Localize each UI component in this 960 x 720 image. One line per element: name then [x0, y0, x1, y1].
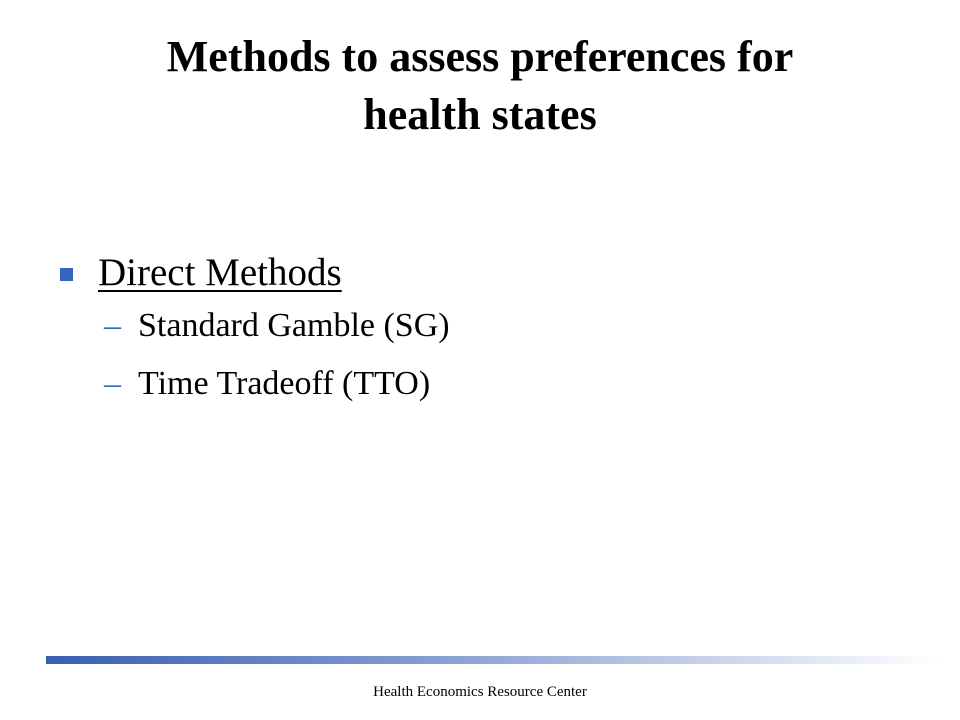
sub-bullet-label: Standard Gamble (SG): [138, 307, 450, 344]
footer-divider: [46, 656, 940, 664]
square-bullet-icon: [60, 268, 73, 281]
slide-title-line-2: health states: [363, 90, 597, 139]
sub-bullet-item: [60, 304, 860, 362]
slide-title: [60, 28, 900, 144]
footer-text: Health Economics Resource Center: [373, 684, 587, 700]
bullet-list: [60, 248, 860, 420]
dash-bullet-icon: –: [104, 307, 121, 344]
dash-bullet-icon: –: [104, 365, 121, 402]
sub-bullet-item: [60, 362, 860, 420]
bullet-item: [60, 248, 860, 304]
slide-title-line-1: Methods to assess preferences for: [166, 32, 794, 81]
sub-bullet-label: Time Tradeoff (TTO): [138, 365, 431, 402]
bullet-label: Direct Methods: [98, 251, 342, 294]
